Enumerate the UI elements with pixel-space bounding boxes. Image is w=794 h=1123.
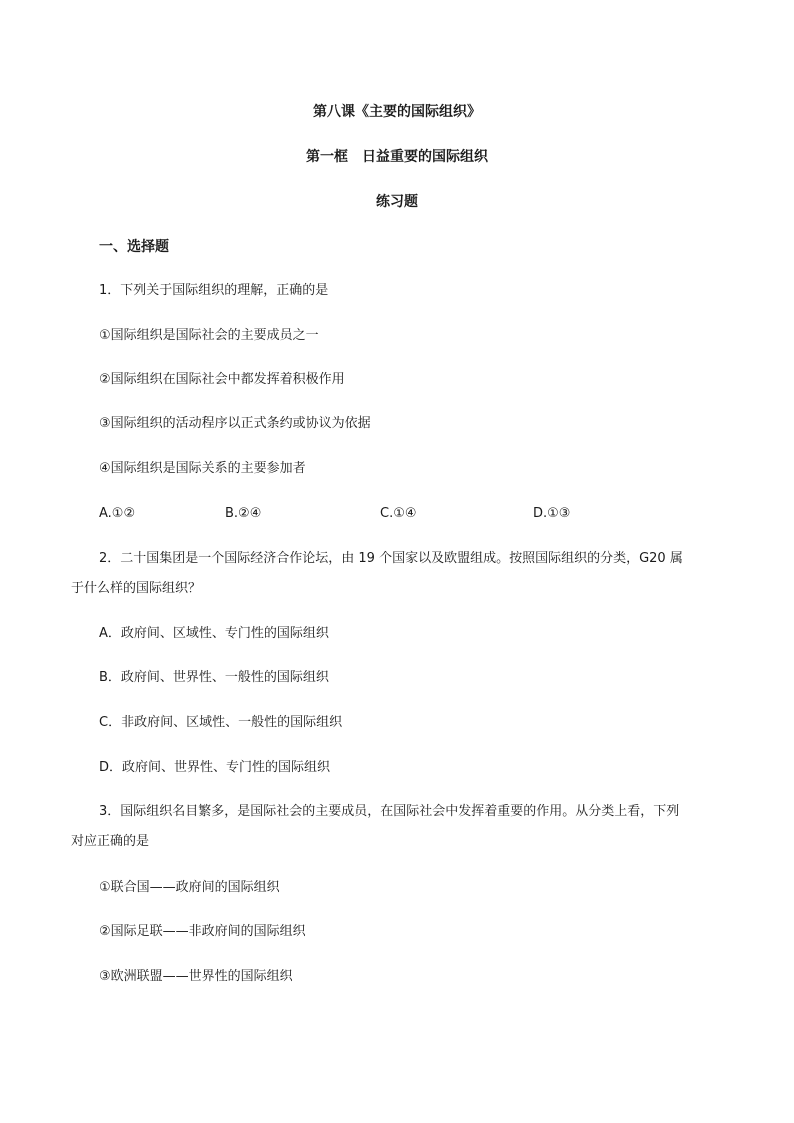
q3-statement-1: ①联合国——政府间的国际组织 (99, 880, 280, 895)
q2-option-a: A．政府间、区域性、专门性的国际组织 (99, 626, 329, 641)
q2-option-d: D．政府间、世界性、专门性的国际组织 (99, 760, 331, 775)
section-title: 第一框 日益重要的国际组织 (306, 149, 488, 165)
q3-stem-line-2: 对应正确的是 (71, 834, 150, 849)
q2-stem-line-2: 于什么样的国际组织？ (71, 581, 202, 596)
q1-option-d: D.①③ (533, 506, 571, 521)
q3-statement-3: ③欧洲联盟——世界性的国际组织 (99, 969, 293, 984)
q1-option-a: A.①② (99, 506, 136, 521)
exercise-title: 练习题 (376, 194, 418, 210)
section-heading-choice: 一、选择题 (99, 239, 169, 255)
q1-stem: 1．下列关于国际组织的理解，正确的是 (99, 283, 329, 298)
q1-option-c: C.①④ (380, 506, 417, 521)
q3-statement-2: ②国际足联——非政府间的国际组织 (99, 924, 306, 939)
lesson-title: 第八课《主要的国际组织》 (313, 104, 481, 120)
q2-stem-line-1: 2．二十国集团是一个国际经济合作论坛，由 19 个国家以及欧盟组成。按照国际组织的分类，G20 属 (99, 551, 683, 566)
q1-statement-1: ①国际组织是国际社会的主要成员之一 (99, 328, 319, 343)
q1-statement-3: ③国际组织的活动程序以正式条约或协议为依据 (99, 416, 371, 431)
q3-stem (71, 803, 725, 851)
q2-option-c: C．非政府间、区域性、一般性的国际组织 (99, 715, 343, 730)
q1-statement-2: ②国际组织在国际社会中都发挥着积极作用 (99, 372, 345, 387)
q1-option-b: B.②④ (225, 506, 262, 521)
q1-statement-4: ④国际组织是国际关系的主要参加者 (99, 461, 306, 476)
q3-stem-line-1: 3．国际组织名目繁多，是国际社会的主要成员，在国际社会中发挥着重要的作用。从分类上看，下列 (99, 804, 680, 819)
q2-stem (71, 550, 725, 598)
q2-option-b: B．政府间、世界性、一般性的国际组织 (99, 670, 329, 685)
